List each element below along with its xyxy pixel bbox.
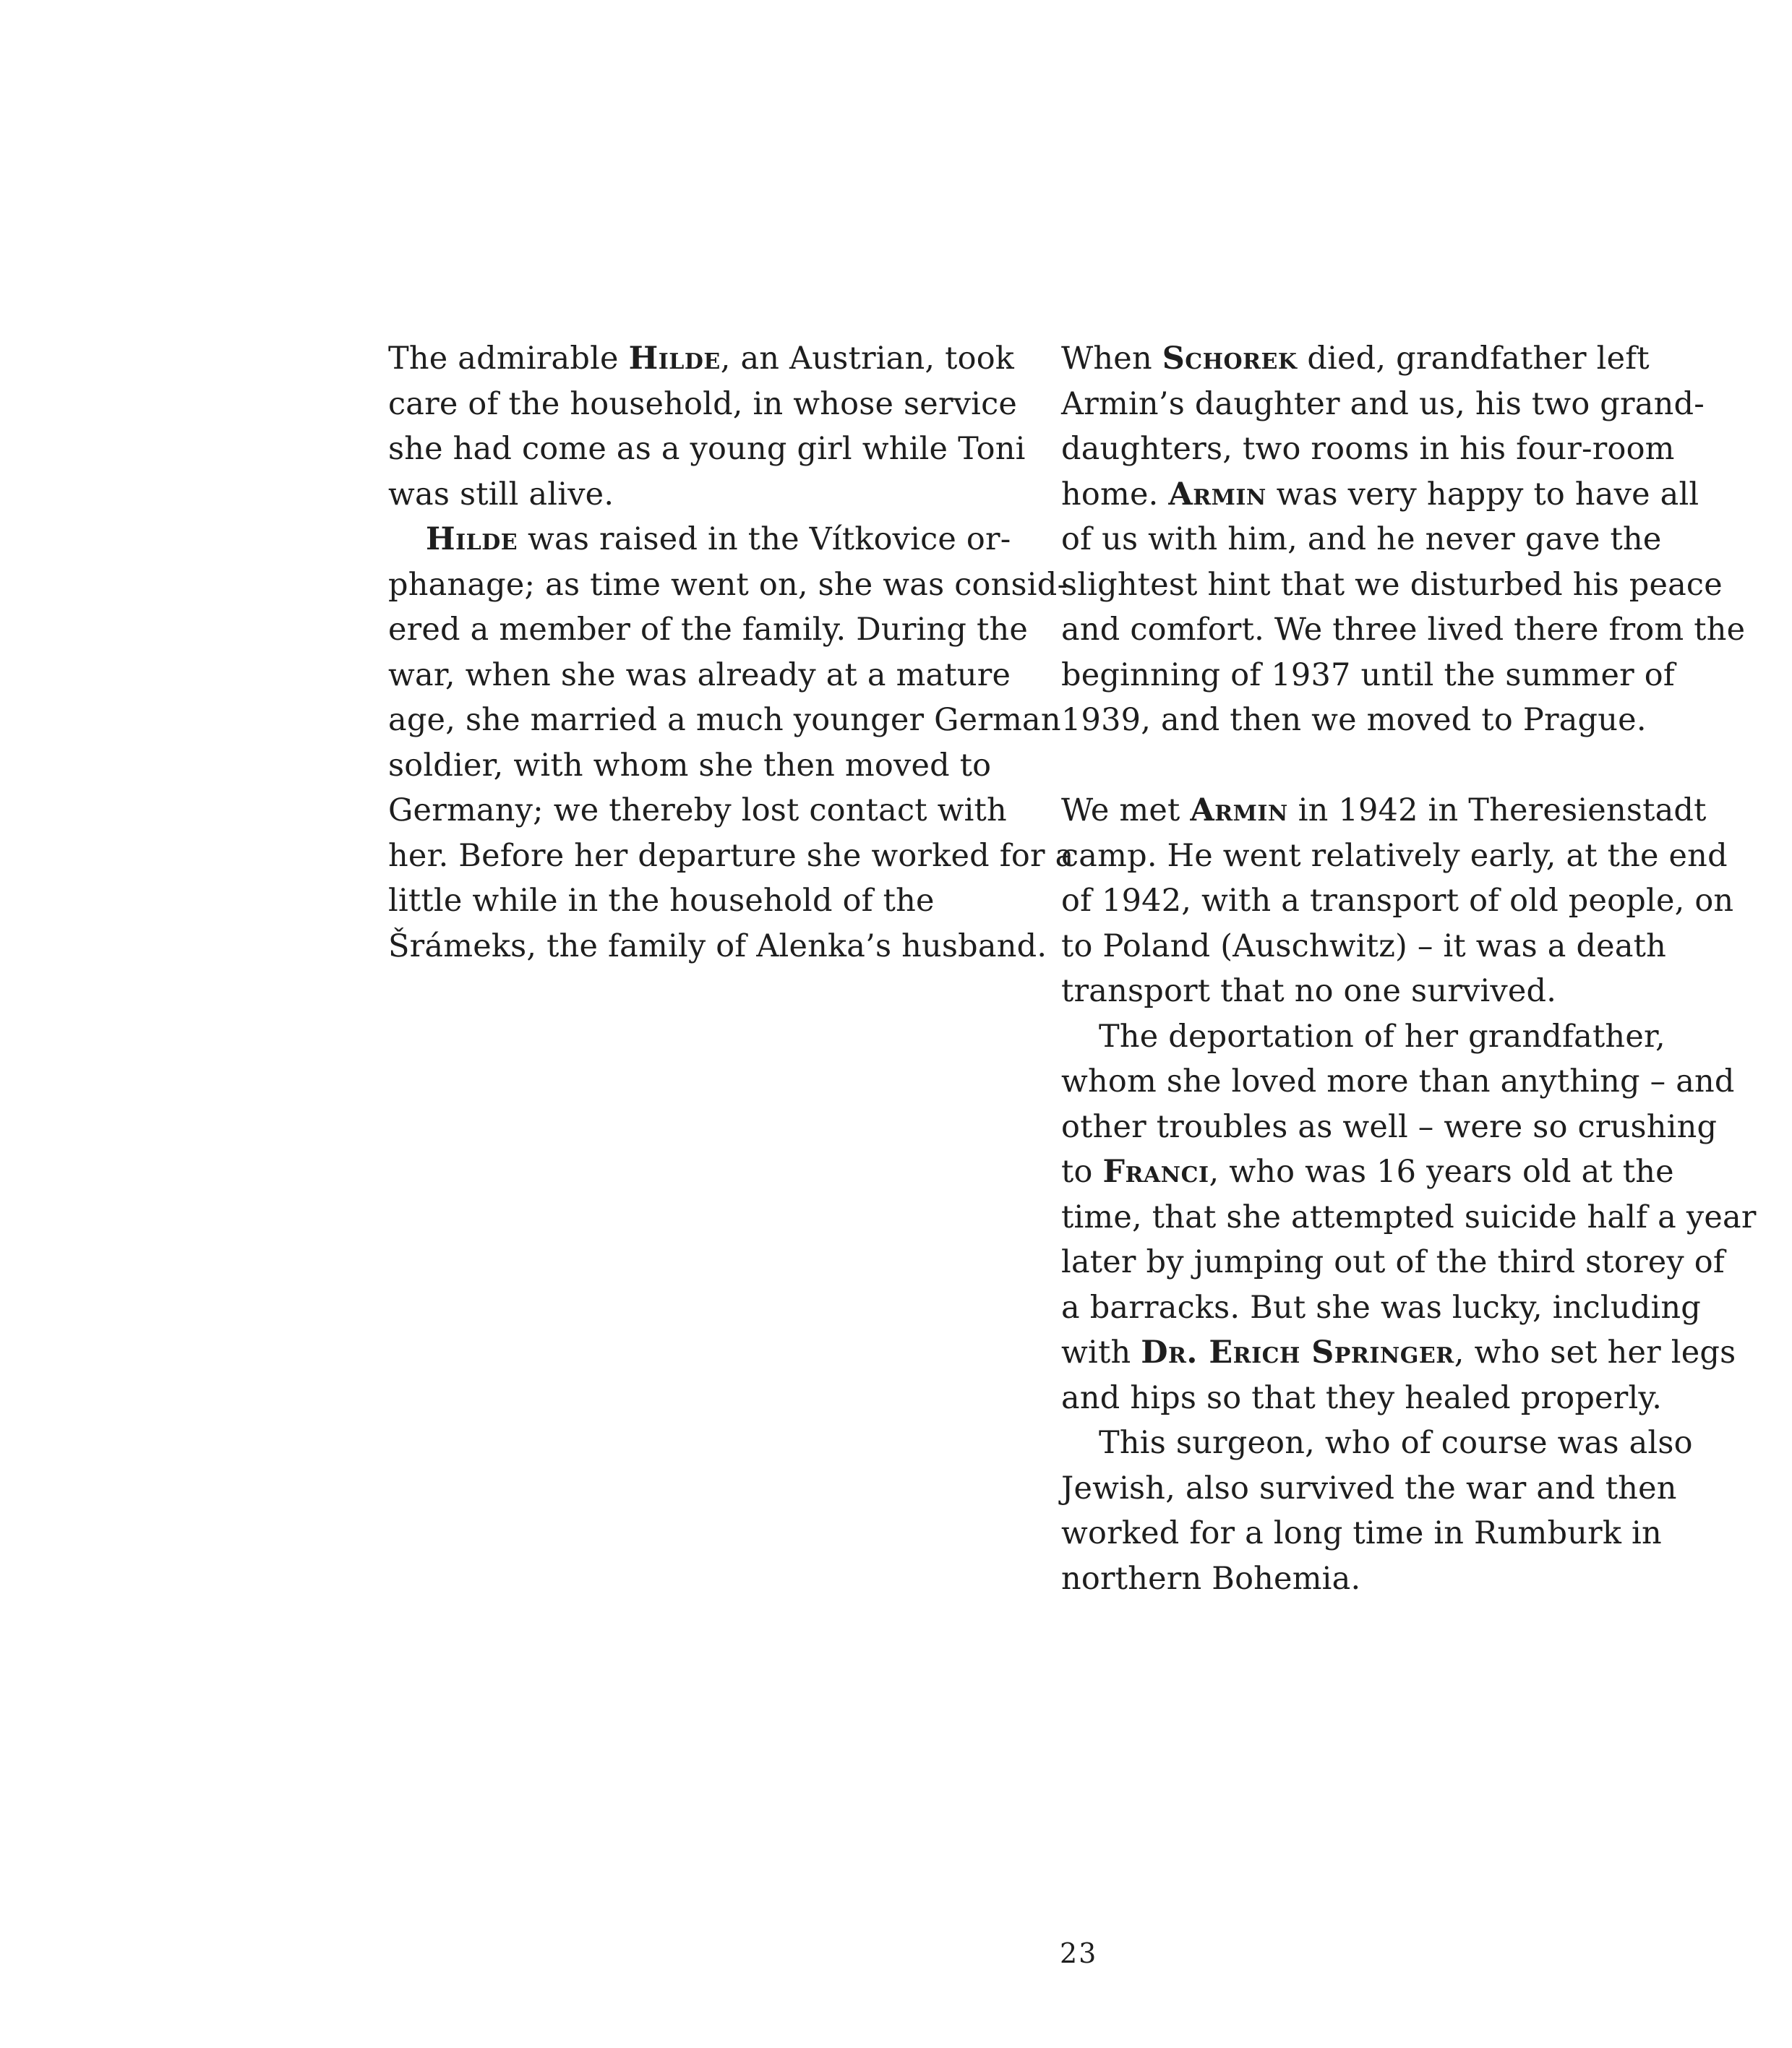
- text-line: little while in the household of the: [388, 883, 935, 919]
- text-line: camp. He went relatively early, at the end: [1061, 837, 1728, 874]
- text-line: transport that no one survived.: [1061, 973, 1557, 1009]
- text-line: her. Before her departure she worked for a: [388, 837, 1074, 874]
- text-line: other troubles as well – were so crushing: [1061, 1108, 1718, 1145]
- text-line: northern Bohemia.: [1061, 1560, 1361, 1597]
- text-line: When Schorek died, grandfather left: [1061, 340, 1650, 377]
- text-line: beginning of 1937 until the summer of: [1061, 656, 1675, 693]
- text-line: phanage; as time went on, she was consid-: [388, 566, 1068, 603]
- text-line: Šrámeks, the family of Alenka’s husband.: [388, 927, 1047, 964]
- text-line: whom she loved more than anything – and: [1061, 1063, 1735, 1100]
- text-line: daughters, two rooms in his four-room: [1061, 431, 1675, 467]
- person-name: Franci: [1102, 1154, 1209, 1190]
- text-line: with Dr. Erich Springer, who set her legs: [1061, 1334, 1736, 1371]
- text-line: later by jumping out of the third storey of: [1061, 1244, 1725, 1280]
- text-line: 1939, and then we moved to Prague.: [1061, 702, 1647, 738]
- text-line: and comfort. We three lived there from the: [1061, 612, 1746, 648]
- text-line: Armin’s daughter and us, his two grand-: [1061, 385, 1705, 422]
- page-number: 23: [1060, 1937, 1098, 1969]
- text-line: of us with him, and he never gave the: [1061, 521, 1662, 557]
- person-name: Armin: [1168, 476, 1266, 513]
- text-line: The deportation of her grandfather,: [1099, 1018, 1665, 1055]
- person-name: Hilde: [628, 340, 721, 377]
- text-line: We met Armin in 1942 in Theresienstadt: [1061, 792, 1707, 828]
- text-line: and hips so that they healed properly.: [1061, 1379, 1663, 1416]
- text-line: age, she married a much younger German: [388, 702, 1061, 738]
- text-line: care of the household, in whose service: [388, 385, 1018, 422]
- text-line: slightest hint that we disturbed his peace: [1061, 566, 1723, 603]
- text-line: The admirable Hilde, an Austrian, took: [388, 340, 1015, 377]
- text-line: she had come as a young girl while Toni: [388, 431, 1026, 467]
- text-line: soldier, with whom she then moved to: [388, 747, 992, 784]
- text-line: to Franci, who was 16 years old at the: [1061, 1154, 1674, 1190]
- text-line: to Poland (Auschwitz) – it was a death: [1061, 927, 1667, 964]
- text-line: Jewish, also survived the war and then: [1061, 1470, 1677, 1507]
- text-line: worked for a long time in Rumburk in: [1061, 1515, 1662, 1551]
- text-line: home. Armin was very happy to have all: [1061, 476, 1699, 513]
- left-text-column: [388, 336, 1074, 969]
- text-line: This surgeon, who of course was also: [1099, 1425, 1693, 1461]
- text-line: Hilde was raised in the Vítkovice or-: [426, 521, 1011, 557]
- text-line: ered a member of the family. During the: [388, 612, 1029, 648]
- person-name: Dr. Erich Springer: [1141, 1334, 1454, 1371]
- paragraph-gap: [1061, 743, 1697, 789]
- text-line: Germany; we thereby lost contact with: [388, 792, 1007, 828]
- text-line: of 1942, with a transport of old people, on: [1061, 883, 1734, 919]
- person-name: Schorek: [1162, 340, 1298, 377]
- text-line: a barracks. But she was lucky, including: [1061, 1289, 1702, 1326]
- text-line: time, that she attempted suicide half a year: [1061, 1199, 1757, 1235]
- right-text-column: [1061, 336, 1757, 1601]
- person-name: Armin: [1190, 792, 1288, 828]
- text-line: war, when she was already at a mature: [388, 656, 1011, 693]
- text-line: was still alive.: [388, 476, 614, 513]
- person-name: Hilde: [426, 521, 518, 557]
